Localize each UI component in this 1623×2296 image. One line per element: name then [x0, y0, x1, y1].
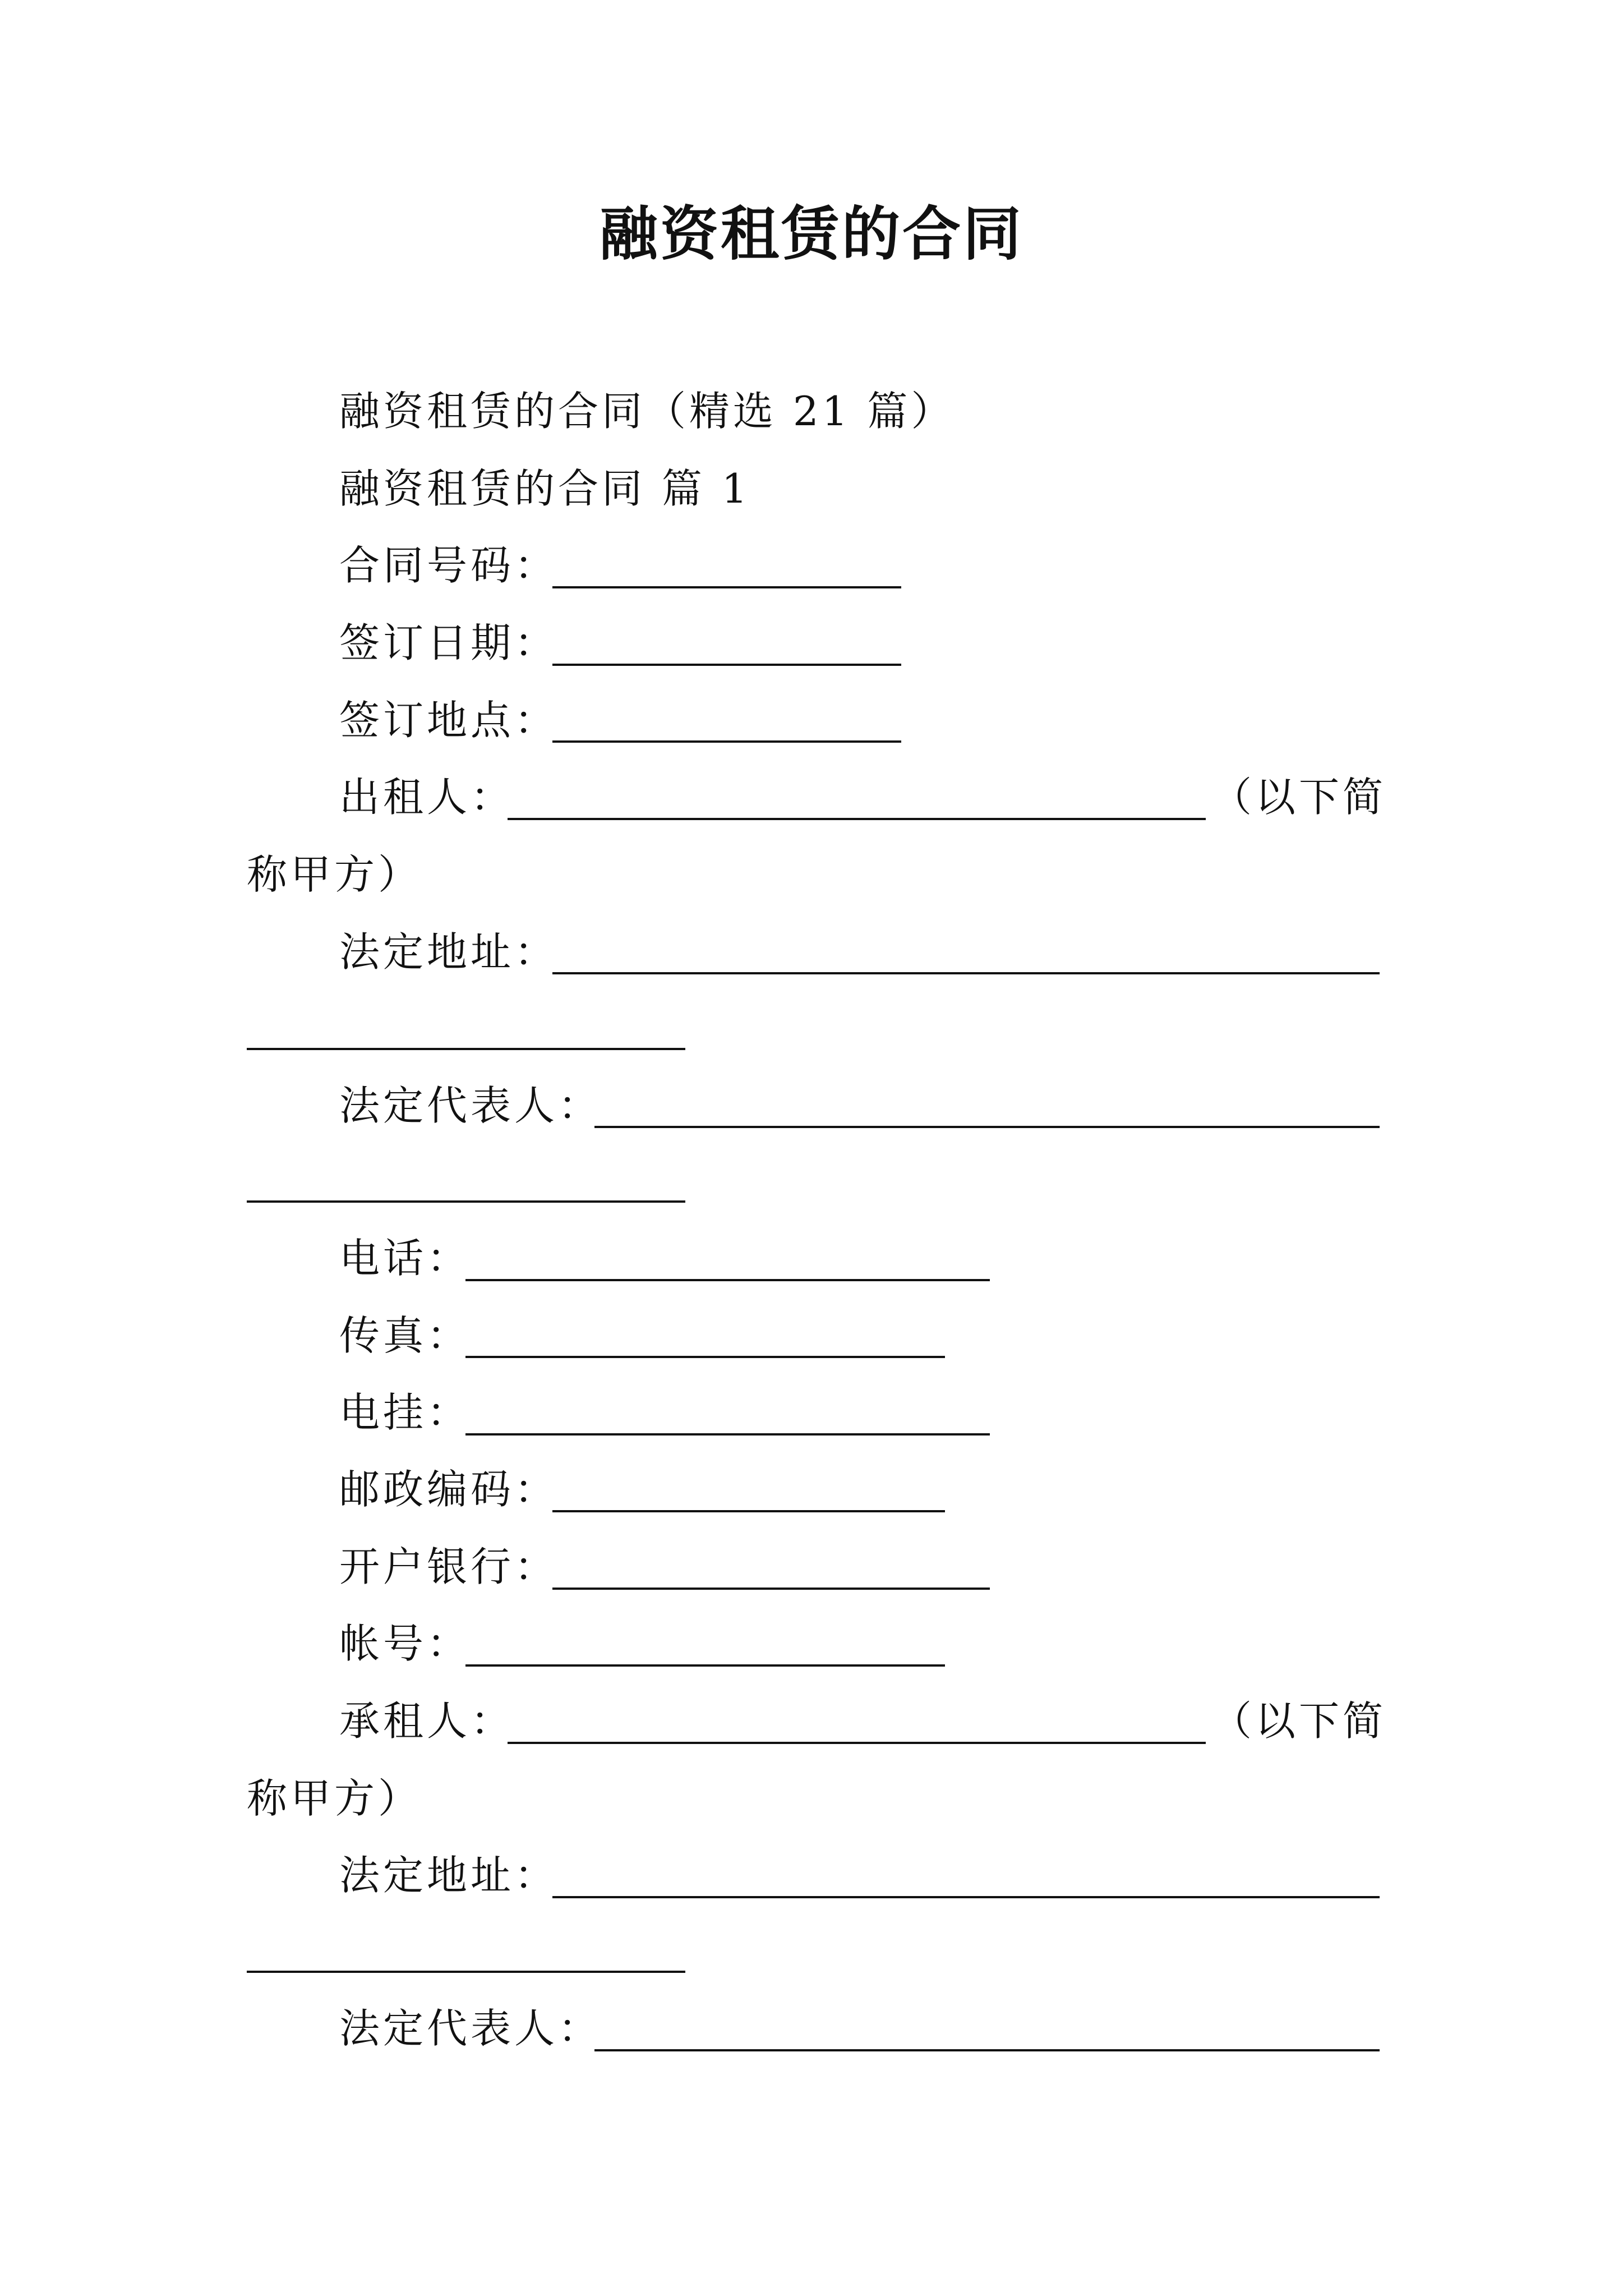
phone-label: 电话：: [339, 1235, 471, 1282]
bank-blank[interactable]: [552, 1588, 990, 1590]
document-title: 融资租赁的合同: [599, 199, 1023, 268]
lessee-blank[interactable]: [508, 1742, 1206, 1744]
lessor-rep-blank-cont[interactable]: [247, 1200, 685, 1203]
sign-place-blank[interactable]: [552, 740, 901, 743]
lessee-rep-label: 法定代表人：: [339, 2005, 602, 2052]
phone-blank[interactable]: [465, 1279, 990, 1281]
lessor-suffix-cont: 称甲方）: [247, 851, 422, 898]
lessor-suffix: （以下简: [1211, 774, 1387, 821]
contract-no-blank[interactable]: [552, 586, 901, 588]
fax-label: 传真：: [339, 1312, 471, 1359]
postcode-label: 邮政编码：: [339, 1466, 559, 1513]
telegraph-label: 电挂：: [339, 1389, 471, 1436]
lessor-label: 出租人：: [339, 774, 515, 821]
account-label: 帐号：: [339, 1620, 471, 1667]
document-subtitle: 融资租赁的合同（精选 21 篇）: [339, 388, 955, 435]
lessee-suffix-cont: 称甲方）: [247, 1775, 422, 1822]
lessee-address-blank[interactable]: [552, 1896, 1380, 1898]
lessee-address-blank-cont[interactable]: [247, 1971, 685, 1973]
sign-date-blank[interactable]: [552, 664, 901, 666]
fax-blank[interactable]: [465, 1356, 945, 1358]
telegraph-blank[interactable]: [465, 1433, 990, 1435]
postcode-blank[interactable]: [552, 1510, 945, 1512]
section-heading: 融资租赁的合同 篇 1: [339, 465, 751, 512]
lessor-rep-label: 法定代表人：: [339, 1082, 602, 1129]
sign-place-label: 签订地点：: [339, 697, 559, 744]
lessor-address-blank[interactable]: [552, 972, 1380, 974]
lessor-address-blank-cont[interactable]: [247, 1048, 685, 1050]
lessee-rep-blank[interactable]: [594, 2049, 1380, 2051]
bank-label: 开户银行：: [339, 1543, 559, 1590]
lessee-address-label: 法定地址：: [339, 1852, 559, 1899]
lessor-rep-blank[interactable]: [594, 1126, 1380, 1128]
lessee-suffix: （以下简: [1211, 1697, 1387, 1745]
lessor-address-label: 法定地址：: [339, 928, 559, 976]
account-blank[interactable]: [465, 1664, 945, 1667]
contract-no-label: 合同号码：: [339, 542, 559, 589]
lessor-blank[interactable]: [508, 818, 1206, 820]
lessee-label: 承租人：: [339, 1697, 515, 1745]
sign-date-label: 签订日期：: [339, 619, 559, 666]
